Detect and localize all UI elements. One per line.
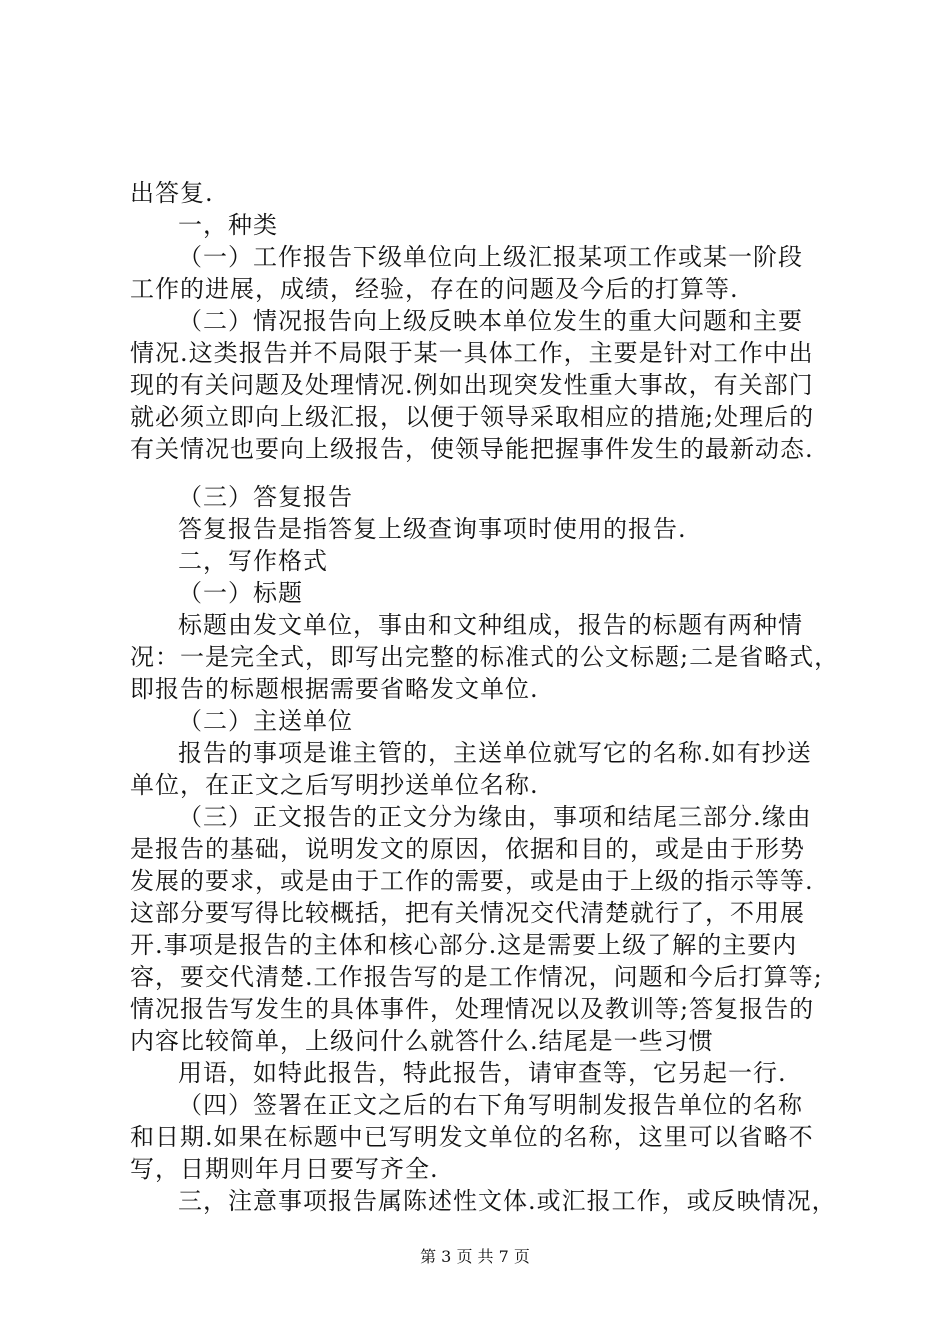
text-line: 是报告的基础，说明发文的原因，依据和目的，或是由于形势: [130, 835, 805, 863]
text-line: 发展的要求，或是由于工作的需要，或是由于上级的指示等等.: [130, 867, 814, 895]
text-line: 内容比较简单，上级问什么就答什么.结尾是一些习惯: [130, 1027, 714, 1055]
text-line: 情况报告写发生的具体事件，处理情况以及教训等;答复报告的: [130, 995, 815, 1023]
text-line: 报告的事项是谁主管的，主送单位就写它的名称.如有抄送: [178, 739, 812, 767]
section-heading: 三，注意事项报告属陈述性文体.或汇报工作，或反映情况，: [178, 1187, 837, 1215]
subsection-heading: （二）主送单位: [178, 707, 353, 735]
text-line: 就必须立即向上级汇报，以便于领导采取相应的措施;处理后的: [130, 403, 815, 431]
text-line: 这部分要写得比较概括，把有关情况交代清楚就行了，不用展: [130, 899, 805, 927]
text-line: 有关情况也要向上级报告，使领导能把握事件发生的最新动态.: [130, 435, 814, 463]
subsection-heading: （一）标题: [178, 579, 303, 607]
text-line: 答复报告是指答复上级查询事项时使用的报告.: [178, 515, 687, 543]
text-line: （一）工作报告下级单位向上级汇报某项工作或某一阶段: [178, 243, 803, 271]
text-line: 工作的进展，成绩，经验，存在的问题及今后的打算等.: [130, 275, 739, 303]
page-number-footer: 第 3 页 共 7 页: [420, 1247, 530, 1266]
text-line: 容，要交代清楚.工作报告写的是工作情况，问题和今后打算等;: [130, 963, 823, 991]
text-line: （三）正文报告的正文分为缘由，事项和结尾三部分.缘由: [178, 803, 812, 831]
subsection-heading: （三）答复报告: [178, 483, 353, 511]
text-line: 单位，在正文之后写明抄送单位名称.: [130, 771, 539, 799]
text-line: 标题由发文单位，事由和文种组成，报告的标题有两种情: [178, 611, 803, 639]
text-line: 用语，如特此报告，特此报告，请审查等，它另起一行.: [178, 1059, 787, 1087]
text-line: 即报告的标题根据需要省略发文单位.: [130, 675, 539, 703]
text-line: 况：一是完全式，即写出完整的标准式的公文标题;二是省略式，: [130, 643, 840, 671]
text-line: 情况.这类报告并不局限于某一具体工作，主要是针对工作中出: [130, 339, 814, 367]
text-line: （四）签署在正文之后的右下角写明制发报告单位的名称: [178, 1091, 803, 1119]
text-line: 和日期.如果在标题中已写明发文单位的名称，这里可以省略不: [130, 1123, 814, 1151]
text-line: 出答复.: [130, 179, 214, 207]
text-line: （二）情况报告向上级反映本单位发生的重大问题和主要: [178, 307, 803, 335]
section-heading: 二，写作格式: [178, 547, 328, 575]
text-line: 现的有关问题及处理情况.例如出现突发性重大事故，有关部门: [130, 371, 814, 399]
section-heading: 一，种类: [178, 211, 278, 239]
text-line: 开.事项是报告的主体和核心部分.这是需要上级了解的主要内: [130, 931, 798, 959]
text-line: 写，日期则年月日要写齐全.: [130, 1155, 439, 1183]
